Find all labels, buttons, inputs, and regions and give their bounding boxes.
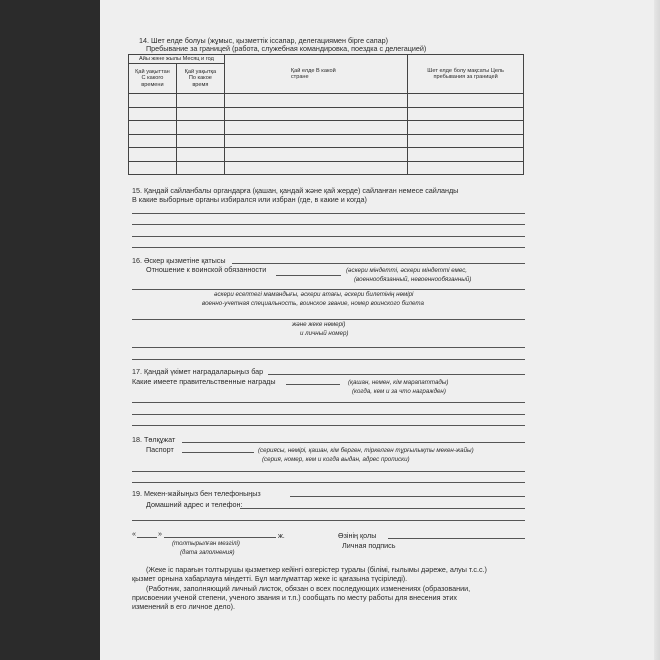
answer-line [286, 384, 340, 385]
section16-hint2-ru: военно-учетная специальность, воинское звание, номер воинского билета [202, 300, 424, 307]
signature-line[interactable] [388, 538, 525, 539]
date-day-line[interactable] [137, 537, 157, 538]
section19-title-kz: 19. Мекен-жайыңыз бен телефоныңыз [132, 489, 261, 498]
cell-to[interactable] [176, 107, 224, 121]
cell-purpose[interactable] [408, 107, 524, 121]
date-year-suffix: ж. [278, 531, 285, 540]
section14-title-ru: Пребывание за границей (работа, служебная командировка, поездка с делегацией) [146, 44, 427, 53]
section16-hint3-kz: және жеке нөмері) [292, 321, 346, 328]
section15-title-kz: 15. Қандай сайланбалы органдарға (қашан, қандай және қай жерде) сайланған немесе сайланды [132, 186, 459, 195]
cell-from[interactable] [129, 161, 177, 175]
section16-title-kz: 16. Әскер қызметіне қатысы [132, 256, 226, 265]
cell-country[interactable] [224, 148, 407, 162]
foreign-stay-table [128, 54, 524, 175]
cell-from[interactable] [129, 94, 177, 108]
cell-purpose[interactable] [408, 161, 524, 175]
section14-title-kz: 14. Шет елде болуы (жұмыс, қызметтік іссапар, делегациямен бірге сапар) [139, 36, 389, 45]
answer-line [240, 508, 525, 509]
cell-country[interactable] [224, 121, 407, 135]
section16-hint2-kz: әскери есептегі мамандығы, әскери атағы, әскери билетінің нөмірі [214, 291, 414, 298]
col-from-header: Қай уақыттан С какого времени [129, 64, 177, 94]
answer-line [132, 471, 525, 472]
signature-label-kz: Өзінің қолы [338, 531, 377, 540]
answer-line [132, 289, 525, 290]
footnote-line3: (Работник, заполняющий личный листок, обязан о всех последующих изменениях (образовании, [146, 584, 471, 593]
col-purpose-header: Шет елде болу мақсаты Цель пребывания за границей [408, 55, 524, 94]
answer-line [182, 442, 525, 443]
answer-line [132, 482, 525, 483]
cell-purpose[interactable] [408, 134, 524, 148]
cell-from[interactable] [129, 134, 177, 148]
answer-line [132, 402, 525, 403]
answer-line [132, 224, 525, 225]
section18-hint-ru: (серия, номер, кем и когда выдан, адрес прописки) [262, 456, 410, 463]
answer-line [132, 520, 525, 521]
table-row [129, 121, 524, 135]
sheet-edge [654, 0, 660, 660]
section17-hint-ru: (когда, кем и за что награжден) [352, 388, 446, 395]
cell-purpose[interactable] [408, 121, 524, 135]
answer-line [132, 425, 525, 426]
table-row [129, 148, 524, 162]
section18-title-ru: Паспорт [146, 445, 174, 454]
cell-purpose[interactable] [408, 148, 524, 162]
answer-line [290, 496, 525, 497]
col-country-header: Қай елде В какой стране [224, 55, 407, 94]
answer-line [132, 347, 525, 348]
table-row [129, 161, 524, 175]
section16-title-ru: Отношение к воинской обязанности [146, 265, 267, 274]
section16-hint3-ru: и личный номер) [300, 330, 349, 337]
col-period-header: Айы және жылы Месяц и год [129, 55, 225, 64]
footnote-line1: (Жеке іс парағын толтырушы қызметкер кейінгі өзгерістер туралы (білімі, ғылымы дәреже, алуы т.с.с.) [146, 565, 487, 574]
date-hint-ru: (дата заполнения) [180, 549, 235, 556]
section19-title-ru: Домашний адрес и телефон: [146, 500, 243, 509]
cell-country[interactable] [224, 161, 407, 175]
footnote-line2: қызмет орнына хабарлауға міндетті. Бұл мағлұматтар жеке іс қағазына түсіріледі). [132, 574, 408, 583]
answer-line [182, 452, 254, 453]
date-quote-close: » [158, 529, 162, 538]
cell-country[interactable] [224, 107, 407, 121]
footnote-line5: изменений в его личное дело). [132, 602, 236, 611]
table-row [129, 94, 524, 108]
section17-title-kz: 17. Қандай үкімет наградаларыңыз бар [132, 367, 264, 376]
section16-hint1-ru: (военнообязанный, невоеннообязанный) [354, 276, 472, 283]
answer-line [132, 236, 525, 237]
table-row [129, 107, 524, 121]
answer-line [276, 275, 341, 276]
date-month-line[interactable] [164, 537, 276, 538]
cell-country[interactable] [224, 94, 407, 108]
answer-line [268, 374, 525, 375]
cell-from[interactable] [129, 148, 177, 162]
signature-label-ru: Личная подпись [342, 541, 396, 550]
cell-from[interactable] [129, 121, 177, 135]
answer-line [132, 359, 525, 360]
answer-line [132, 213, 525, 214]
cell-purpose[interactable] [408, 94, 524, 108]
section17-title-ru: Какие имеете правительственные награды [132, 377, 276, 386]
section18-title-kz: 18. Төлқұжат [132, 435, 176, 444]
section15-title-ru: В какие выборные органы избирался или избран (где, в какие и когда) [132, 195, 367, 204]
cell-to[interactable] [176, 134, 224, 148]
section17-hint-kz: (қашан, немен, кім марапаттады) [348, 379, 449, 386]
section18-hint-kz: (сериясы, нөмірі, қашан, кім берген, тіркелген тұрғылықты мекен-жайы) [258, 447, 474, 454]
footnote-line4: присвоении ученой степени, ученого звания и т.п.) сообщать по месту работы для внесения этих [132, 593, 457, 602]
cell-to[interactable] [176, 94, 224, 108]
col-to-header: Қай уақытқа По какое время [176, 64, 224, 94]
answer-line [132, 247, 525, 248]
answer-line [132, 414, 525, 415]
cell-to[interactable] [176, 148, 224, 162]
cell-to[interactable] [176, 121, 224, 135]
cell-from[interactable] [129, 107, 177, 121]
date-quote-open: « [132, 529, 136, 538]
section16-hint1-kz: (әскери міндетті, әскери міндетті емес, [346, 267, 468, 274]
answer-line [132, 319, 525, 320]
date-hint-kz: (толтырылған мезгілі) [172, 540, 240, 547]
table-row [129, 134, 524, 148]
answer-line [232, 263, 525, 264]
cell-country[interactable] [224, 134, 407, 148]
cell-to[interactable] [176, 161, 224, 175]
